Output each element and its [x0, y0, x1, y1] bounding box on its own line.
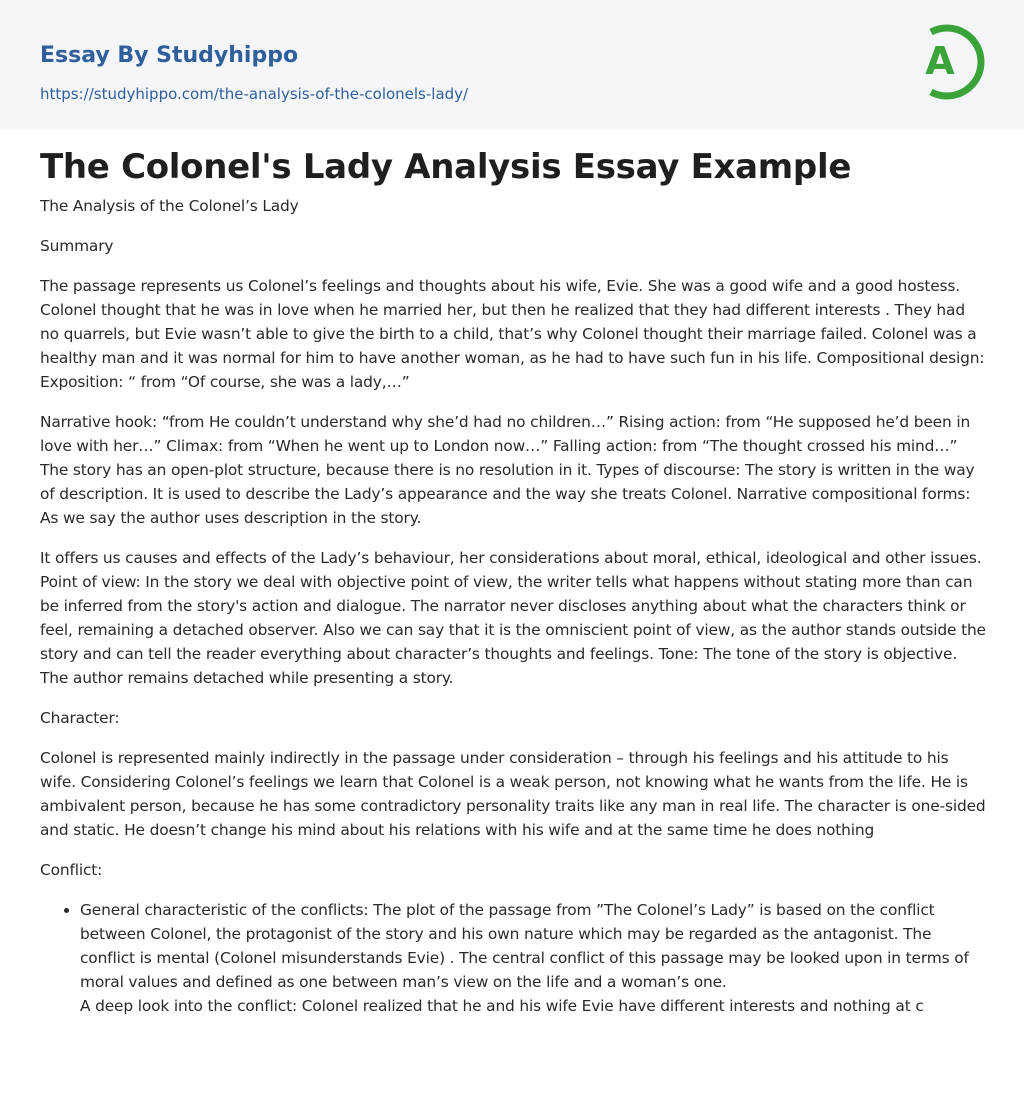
essay-paragraph: It offers us causes and effects of the Lady’s behaviour, her considerations about moral, ethical, ideological and other issues. Point of view: In the story we deal with objective point of view, the writer tells what happens without stating more than can be inferred from the story's action and dialogue. The narrator never discloses anything about what the characters think or feel, remaining a detached observer. Also we can say that it is the omniscient point of view, as the author stands outside the story and can tell the reader everything about character’s thoughts and feelings. Tone: The tone of the story is objective. The author remains detached while presenting a story.	[40, 549, 986, 687]
essay-paragraph: The passage represents us Colonel’s feelings and thoughts about his wife, Evie. She was a good wife and a good hostess. Colonel thought that he was in love when he married her, but then he realized that they had different interests . They had no quarrels, but Evie wasn’t able to give the birth to a child, that’s why Colonel thought their marriage failed. Colonel was a healthy man and it was normal for him to have another woman, as he had to have such fun in his life. Compositional design: Exposition: “ from “Of course, she was a lady,…”	[40, 277, 985, 391]
section-heading-summary: Summary	[40, 237, 114, 255]
section-heading-character: Character:	[40, 709, 120, 727]
essay-subtitle: The Analysis of the Colonel’s Lady	[40, 197, 299, 215]
conflict-list	[40, 898, 986, 1018]
svg-text:A: A	[925, 39, 955, 83]
essay-paragraph: Narrative hook: “from He couldn’t understand why she’d had no children…” Rising action: from “He supposed he’d been in love with her…” Climax: from “When he went up to London now…” Falling action: from “The thought crossed his mind…” The story has an open-plot structure, because there is no resolution in it. Types of discourse: The story is written in the way of description. It is used to describe the Lady’s appearance and the way she treats Colonel. Narrative compositional forms: As we say the author uses description in the story.	[40, 413, 975, 527]
studyhippo-logo-icon[interactable]	[913, 20, 987, 104]
section-heading-conflict: Conflict:	[40, 861, 103, 879]
brand-title[interactable]: Essay By Studyhippo	[40, 43, 299, 68]
site-header	[0, 0, 1024, 129]
page-title: The Colonel's Lady Analysis Essay Example	[40, 147, 852, 187]
essay-paragraph: Colonel is represented mainly indirectly in the passage under consideration – through his feelings and his attitude to his wife. Considering Colonel’s feelings we learn that Colonel is a weak person, not knowing what he wants from the life. He is ambivalent person, because he has some contradictory personality traits like any man in real life. The character is one-sided and static. He doesn’t change his mind about his relations with his wife and at the same time he does nothing	[40, 749, 986, 839]
essay-body	[40, 194, 986, 1018]
source-url-link[interactable]: https://studyhippo.com/the-analysis-of-the-colonels-lady/	[40, 85, 469, 103]
list-item: • General characteristic of the conflicts: The plot of the passage from ”The Colonel’s Lady” is based on the conflict between Colonel, the protagonist of the story and his own nature which may be regarded as the antagonist. The conflict is mental (Colonel misunderstands Evie) . The central conflict of this passage may be looked upon in terms of moral values and defined as one between man’s view on the life and a woman’s one.	[80, 898, 986, 994]
list-item: • A deep look into the conflict: Colonel realized that he and his wife Evie have different interests and nothing at c	[80, 994, 986, 1018]
